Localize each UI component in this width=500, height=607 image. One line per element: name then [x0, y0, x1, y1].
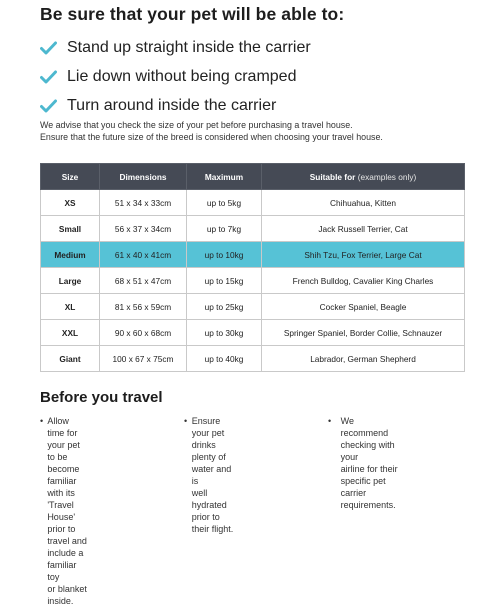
tip-line: include a familiar toy: [47, 548, 84, 582]
header-dimensions: Dimensions: [100, 164, 187, 190]
checklist-item: [40, 62, 311, 91]
cell-size: XXL: [41, 320, 100, 346]
table-row: [41, 190, 465, 216]
cell-size: XL: [41, 294, 100, 320]
advice-line: Ensure that the future size of the breed is considered when choosing your travel house.: [40, 132, 383, 142]
bullet-icon: •: [40, 416, 44, 426]
before-travel-heading: Before you travel: [40, 389, 163, 406]
advice-line: We advise that you check the size of your pet before purchasing a travel house.: [40, 120, 353, 130]
cell-suitable: Shih Tzu, Fox Terrier, Large Cat: [262, 242, 465, 268]
cell-maximum: up to 7kg: [187, 216, 262, 242]
cell-dimensions: 68 x 51 x 47cm: [100, 268, 187, 294]
tip-line: with its 'Travel House': [47, 488, 76, 522]
cell-suitable: Jack Russell Terrier, Cat: [262, 216, 465, 242]
table-row: [41, 268, 465, 294]
tip-item: [328, 415, 399, 511]
header-suitable-for: [262, 164, 465, 190]
table-row: [41, 320, 465, 346]
checklist-text: Lie down without being cramped: [67, 67, 297, 85]
checkmark-icon: [40, 99, 57, 113]
tip-item: [184, 415, 235, 535]
header-size: Size: [41, 164, 100, 190]
cell-size: Giant: [41, 346, 100, 372]
checkmark-icon: [40, 70, 57, 84]
cell-maximum: up to 5kg: [187, 190, 262, 216]
cell-size: Large: [41, 268, 100, 294]
checklist-text: Stand up straight inside the carrier: [67, 38, 311, 56]
table-row: [41, 294, 465, 320]
cell-suitable: Labrador, German Shepherd: [262, 346, 465, 372]
cell-maximum: up to 40kg: [187, 346, 262, 372]
checkmark-icon: [40, 41, 57, 55]
page-heading: Be sure that your pet will be able to:: [40, 4, 345, 24]
tip-line: Allow time for your pet: [47, 416, 80, 450]
cell-dimensions: 51 x 34 x 33cm: [100, 190, 187, 216]
tip-line: specific pet carrier: [340, 476, 386, 498]
tip-line: Ensure your pet drinks: [191, 416, 225, 450]
tip-text: [192, 415, 235, 535]
tip-line: We recommend: [340, 416, 389, 438]
cell-suitable: Springer Spaniel, Border Collie, Schnauzer: [262, 320, 465, 346]
cell-suitable: Chihuahua, Kitten: [262, 190, 465, 216]
header-suitable-label: Suitable for: [309, 171, 356, 182]
tip-line: their flight.: [191, 524, 234, 534]
cell-suitable: Cocker Spaniel, Beagle: [262, 294, 465, 320]
cell-maximum: up to 30kg: [187, 320, 262, 346]
cell-dimensions: 61 x 40 x 41cm: [100, 242, 187, 268]
cell-size: XS: [41, 190, 100, 216]
table-row-highlighted: [41, 242, 465, 268]
cell-dimensions: 100 x 67 x 75cm: [100, 346, 187, 372]
table-row: [41, 216, 465, 242]
tip-line: to be become familiar: [47, 452, 80, 486]
table-row: [41, 346, 465, 372]
tip-line: well hydrated prior to: [191, 488, 227, 522]
checklist: [40, 33, 311, 120]
advice-paragraph: [40, 119, 480, 143]
cell-size: Medium: [41, 242, 100, 268]
header-maximum: Maximum: [187, 164, 262, 190]
size-table: [40, 163, 465, 372]
table-header-row: [41, 164, 465, 190]
tip-line: prior to travel and: [47, 524, 87, 546]
tip-text: [47, 415, 88, 607]
tip-text: [341, 415, 399, 511]
tip-line: requirements.: [340, 500, 396, 510]
tip-line: airline for their: [340, 464, 398, 474]
cell-dimensions: 81 x 56 x 59cm: [100, 294, 187, 320]
tip-line: plenty of water and is: [191, 452, 232, 486]
tip-line: or blanket inside.: [47, 584, 87, 606]
checklist-text: Turn around inside the carrier: [67, 96, 277, 114]
bullet-icon: •: [328, 416, 332, 426]
tip-item: [40, 415, 88, 607]
cell-size: Small: [41, 216, 100, 242]
cell-suitable: French Bulldog, Cavalier King Charles: [262, 268, 465, 294]
cell-maximum: up to 15kg: [187, 268, 262, 294]
header-suitable-note: (examples only): [357, 171, 417, 182]
size-table-wrapper: [40, 163, 465, 372]
cell-maximum: up to 25kg: [187, 294, 262, 320]
checklist-item: [40, 33, 311, 62]
cell-dimensions: 90 x 60 x 68cm: [100, 320, 187, 346]
tip-line: checking with your: [340, 440, 395, 462]
cell-maximum: up to 10kg: [187, 242, 262, 268]
bullet-icon: •: [184, 416, 188, 426]
checklist-item: [40, 91, 311, 120]
cell-dimensions: 56 x 37 x 34cm: [100, 216, 187, 242]
